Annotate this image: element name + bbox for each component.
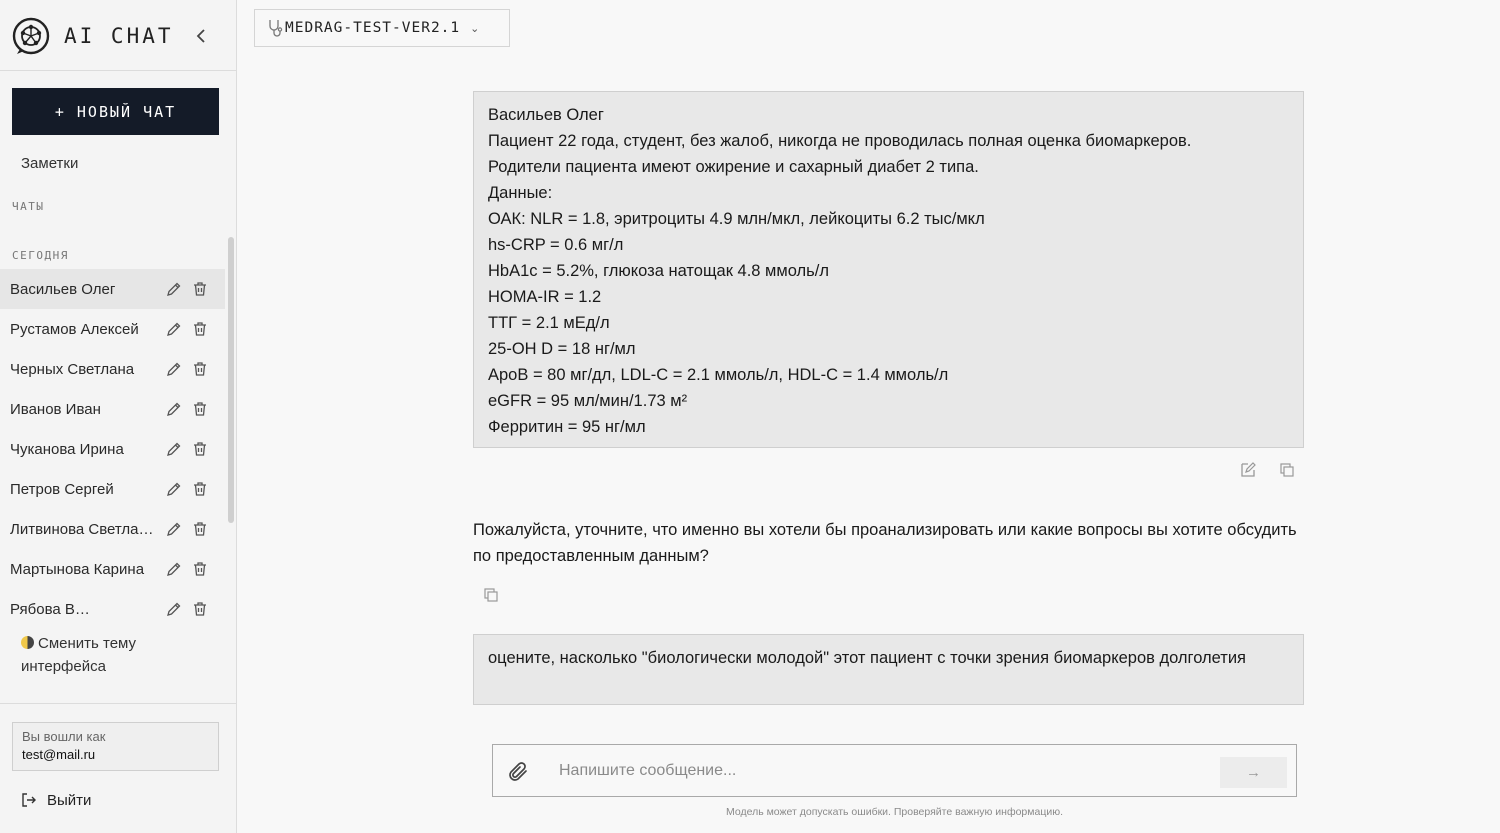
- pencil-icon[interactable]: [166, 361, 182, 377]
- trash-icon[interactable]: [192, 361, 208, 377]
- trash-icon[interactable]: [192, 561, 208, 577]
- pencil-icon[interactable]: [166, 521, 182, 537]
- app-title: AI CHAT: [64, 24, 174, 48]
- message-input[interactable]: [559, 759, 1199, 783]
- message-line: 25-OH D = 18 нг/мл: [488, 340, 636, 358]
- assistant-message: Пожалуйста, уточните, что именно вы хотели бы проанализировать или какие вопросы вы хотите обсудить по предоставленным данным?: [473, 521, 1297, 565]
- chat-item[interactable]: [0, 309, 225, 349]
- message-line: Ферритин = 95 нг/мл: [488, 418, 646, 436]
- logout-icon: [21, 792, 37, 808]
- message-line: ОАК: NLR = 1.8, эритроциты 4.9 млн/мкл, лейкоциты 6.2 тыс/мкл: [488, 210, 985, 228]
- message-line: Данные:: [488, 184, 553, 202]
- user-info: [12, 722, 219, 771]
- sidebar-scrollbar[interactable]: [228, 237, 234, 523]
- today-section-label: СЕГОДНЯ: [12, 249, 69, 262]
- logout-label: Выйти: [47, 791, 92, 809]
- chevron-down-icon: ⌄: [470, 22, 480, 35]
- pencil-icon[interactable]: [166, 561, 182, 577]
- chat-item-name: Петров Сергей: [10, 480, 114, 498]
- chat-item[interactable]: [0, 429, 225, 469]
- new-chat-button[interactable]: + НОВЫЙ ЧАТ: [12, 88, 219, 135]
- trash-icon[interactable]: [192, 281, 208, 297]
- chat-item[interactable]: [0, 469, 225, 509]
- chat-item[interactable]: [0, 389, 225, 429]
- chat-item-name: Рябова В…: [10, 600, 90, 618]
- message-line: HbA1c = 5.2%, глюкоза натощак 4.8 ммоль/л: [488, 262, 829, 280]
- chat-item-name: Мартынова Карина: [10, 560, 145, 578]
- trash-icon[interactable]: [192, 601, 208, 617]
- brand-header: [0, 0, 236, 71]
- chat-item[interactable]: [0, 349, 225, 389]
- theme-icon: [21, 636, 34, 649]
- pencil-icon[interactable]: [166, 601, 182, 617]
- message-line: ТТГ = 2.1 мЕд/л: [488, 314, 610, 332]
- chevron-left-icon: [195, 28, 207, 44]
- sidebar: [0, 0, 237, 833]
- chat-item[interactable]: [0, 589, 225, 629]
- logout-button[interactable]: [21, 789, 91, 811]
- model-selector[interactable]: [254, 9, 510, 47]
- user-message: [473, 91, 1304, 448]
- chat-list: [0, 269, 225, 618]
- arrow-right-icon: →: [1246, 764, 1261, 781]
- user-email: test@mail.ru: [22, 747, 96, 762]
- stethoscope-icon: [267, 19, 283, 37]
- paperclip-icon[interactable]: [507, 760, 531, 784]
- theme-toggle-button[interactable]: [21, 632, 211, 678]
- trash-icon[interactable]: [192, 401, 208, 417]
- message-line: Родители пациента имеют ожирение и сахарный диабет 2 типа.: [488, 158, 979, 176]
- pencil-icon[interactable]: [166, 441, 182, 457]
- message-line: ApoB = 80 мг/дл, LDL-C = 2.1 ммоль/л, HDL-C = 1.4 ммоль/л: [488, 366, 949, 384]
- pencil-icon[interactable]: [166, 321, 182, 337]
- message-line: HOMA-IR = 1.2: [488, 288, 602, 306]
- chat-item[interactable]: [0, 509, 225, 549]
- copy-icon[interactable]: [482, 586, 500, 604]
- chat-item[interactable]: [0, 269, 225, 309]
- chats-section-label: ЧАТЫ: [12, 200, 45, 213]
- trash-icon[interactable]: [192, 321, 208, 337]
- logged-in-label: Вы вошли как: [22, 729, 106, 744]
- chat-item-name: Иванов Иван: [10, 400, 101, 418]
- message-line: hs-CRP = 0.6 мг/л: [488, 236, 624, 254]
- chat-item-name: Чуканова Ирина: [10, 440, 124, 458]
- pencil-icon[interactable]: [166, 281, 182, 297]
- message-line: Васильев Олег: [488, 106, 604, 124]
- edit-message-icon[interactable]: [1239, 461, 1257, 479]
- trash-icon[interactable]: [192, 441, 208, 457]
- user-message: оцените, насколько "биологически молодой" этот пациент с точки зрения биомаркеров долголетия: [473, 634, 1304, 705]
- sidebar-divider: [0, 703, 236, 704]
- pencil-icon[interactable]: [166, 401, 182, 417]
- composer: [492, 744, 1297, 797]
- chat-item-name: Рустамов Алексей: [10, 320, 139, 338]
- notes-link[interactable]: Заметки: [21, 155, 79, 172]
- pencil-icon[interactable]: [166, 481, 182, 497]
- message-line: Пациент 22 года, студент, без жалоб, никогда не проводилась полная оценка биомаркеров.: [488, 132, 1192, 150]
- chat-item-name: Литвинова Светла…: [10, 520, 154, 538]
- brain-network-icon[interactable]: [11, 16, 51, 56]
- disclaimer: Модель может допускать ошибки. Проверяйте важную информацию.: [725, 806, 1063, 818]
- trash-icon[interactable]: [192, 481, 208, 497]
- copy-icon[interactable]: [1278, 461, 1296, 479]
- message-line: eGFR = 95 мл/мин/1.73 м²: [488, 392, 688, 410]
- chat-item-name: Васильев Олег: [10, 280, 116, 298]
- trash-icon[interactable]: [192, 521, 208, 537]
- model-name: MEDRAG-TEST-VER2.1: [285, 20, 461, 36]
- chat-item[interactable]: [0, 549, 225, 589]
- collapse-sidebar-button[interactable]: [190, 24, 212, 48]
- chat-item-name: Черных Светлана: [10, 360, 135, 378]
- theme-toggle-label: Сменить тему интерфейса: [21, 635, 137, 675]
- send-button[interactable]: [1220, 757, 1287, 788]
